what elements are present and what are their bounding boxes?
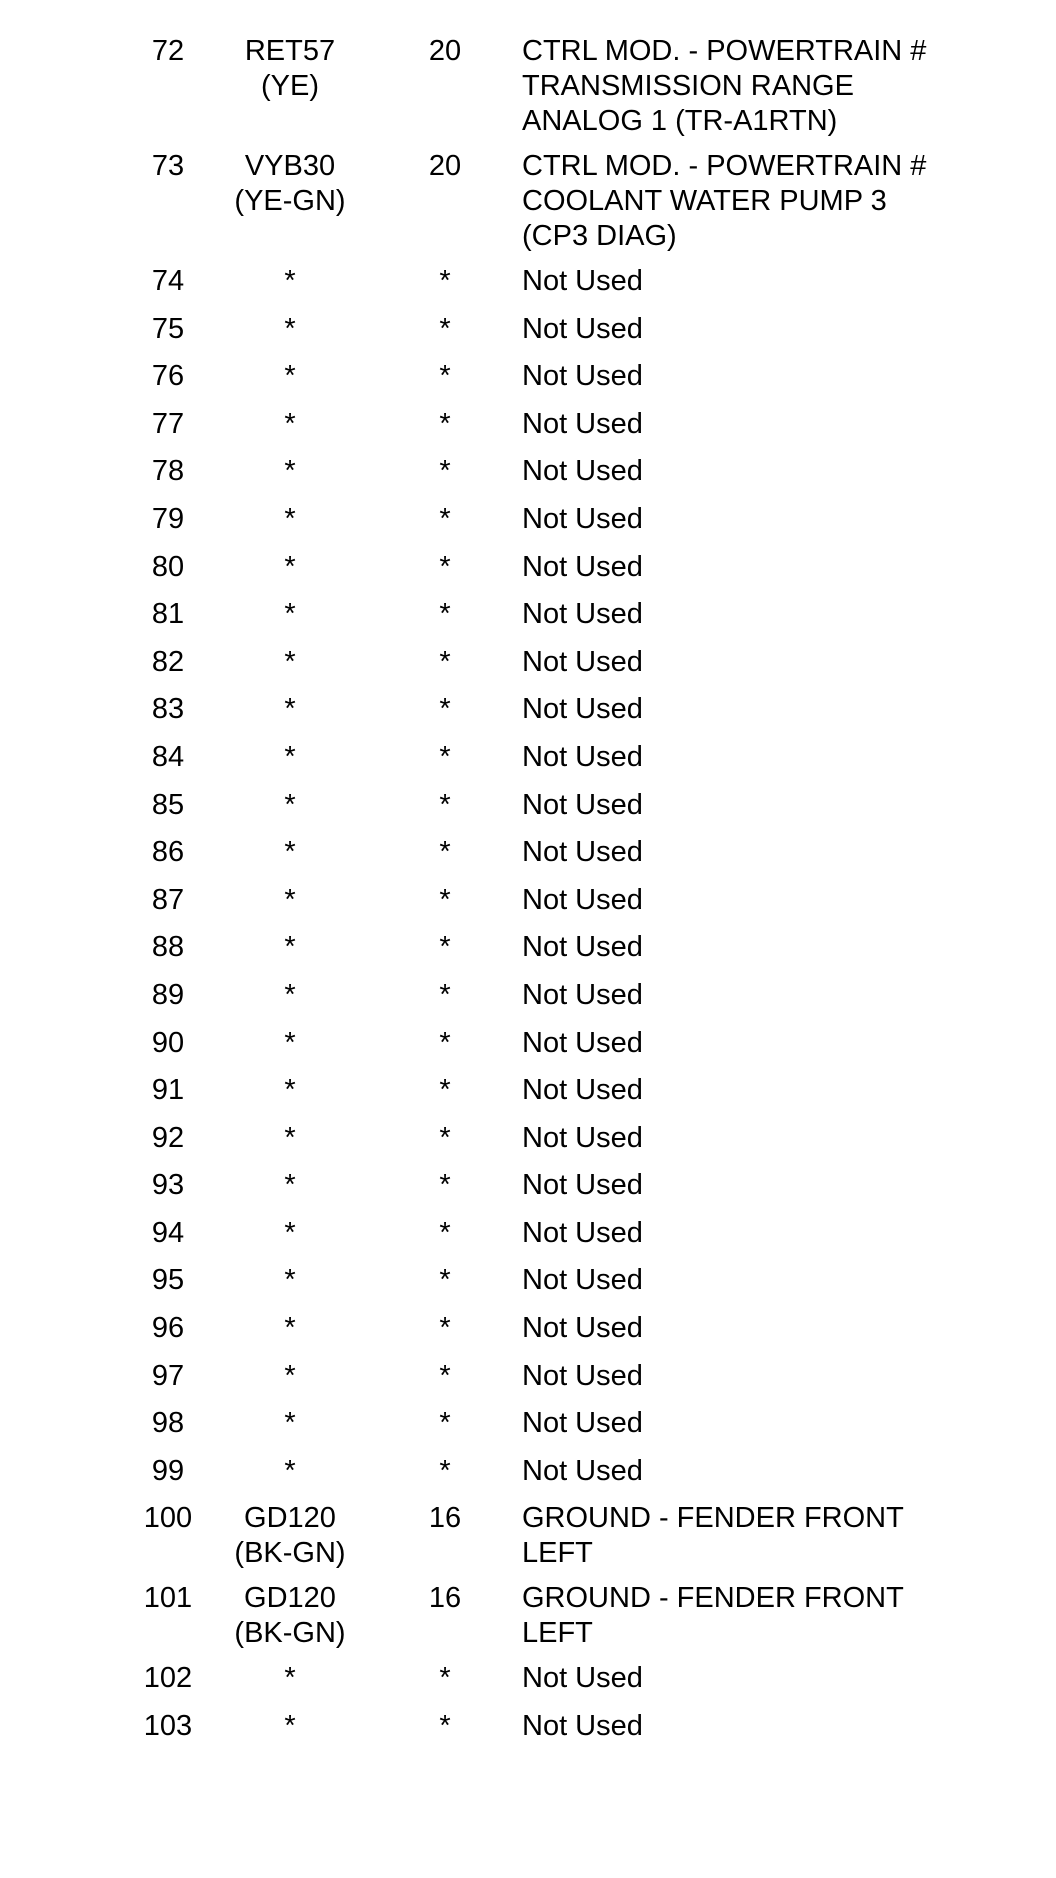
circuit-function: Not Used: [522, 550, 643, 583]
circuit-code: *: [284, 1169, 296, 1202]
circuit-code: *: [284, 502, 296, 535]
circuit-code: *: [284, 693, 296, 726]
table-row: [0, 502, 1056, 550]
wire-gauge: 20: [428, 150, 462, 182]
table-row: [0, 359, 1056, 407]
circuit-code: *: [284, 836, 296, 869]
table-row: [0, 1121, 1056, 1169]
table-row: [0, 34, 1056, 149]
table-row: [0, 149, 1056, 264]
circuit-function: Not Used: [522, 788, 643, 821]
wire-gauge: 16: [428, 1502, 462, 1535]
circuit-function: Not Used: [522, 1169, 643, 1202]
table-row: [0, 978, 1056, 1026]
circuit-code: *: [284, 1312, 296, 1345]
table-row: [0, 312, 1056, 360]
circuit-function: Not Used: [522, 1121, 643, 1154]
pin-number: 80: [151, 550, 185, 583]
connector-pin-table: [0, 34, 1056, 1757]
circuit-code: *: [284, 1710, 296, 1743]
circuit-function: GROUND - FENDER FRONT LEFT: [522, 1582, 904, 1650]
table-row: [0, 264, 1056, 312]
circuit-function: Not Used: [522, 598, 643, 631]
wire-gauge: *: [439, 360, 451, 393]
pin-number: 81: [151, 598, 185, 631]
wire-gauge: *: [439, 1026, 451, 1059]
circuit-code: *: [284, 1026, 296, 1059]
circuit-code: *: [284, 978, 296, 1011]
circuit-function: Not Used: [522, 931, 643, 964]
circuit-code: *: [284, 1359, 296, 1392]
wire-gauge: *: [439, 312, 451, 345]
pin-number: 84: [151, 740, 185, 773]
pin-number: 87: [151, 883, 185, 916]
table-row: [0, 1581, 1056, 1661]
table-row: [0, 1709, 1056, 1757]
pin-number: 96: [151, 1312, 185, 1345]
wire-gauge: 16: [428, 1582, 462, 1615]
circuit-code: *: [284, 1407, 296, 1440]
wire-gauge: *: [439, 1710, 451, 1743]
circuit-function: Not Used: [522, 1359, 643, 1392]
circuit-function: Not Used: [522, 360, 643, 393]
wire-gauge: *: [439, 1074, 451, 1107]
circuit-code: *: [284, 1121, 296, 1154]
circuit-function: Not Used: [522, 693, 643, 726]
pin-number: 101: [143, 1582, 193, 1615]
pin-number: 82: [151, 645, 185, 678]
circuit-function: Not Used: [522, 883, 643, 916]
wire-gauge: *: [439, 1407, 451, 1440]
wire-gauge: *: [439, 883, 451, 916]
wire-gauge: *: [439, 1264, 451, 1297]
circuit-function: Not Used: [522, 1264, 643, 1297]
table-row: [0, 835, 1056, 883]
wire-gauge: *: [439, 1662, 451, 1695]
pin-number: 103: [143, 1710, 193, 1743]
table-row: [0, 550, 1056, 598]
pin-number: 99: [151, 1454, 185, 1487]
circuit-code: *: [284, 265, 296, 297]
pin-number: 89: [151, 978, 185, 1011]
circuit-code: *: [284, 931, 296, 964]
circuit-function: Not Used: [522, 1407, 643, 1440]
table-row: [0, 692, 1056, 740]
circuit-code: *: [284, 883, 296, 916]
wire-gauge: *: [439, 455, 451, 488]
circuit-code: *: [284, 1264, 296, 1297]
circuit-code: *: [284, 788, 296, 821]
circuit-code: *: [284, 1074, 296, 1107]
circuit-code: *: [284, 1454, 296, 1487]
pin-number: 85: [151, 788, 185, 821]
pin-number: 83: [151, 693, 185, 726]
wire-gauge: *: [439, 598, 451, 631]
circuit-function: GROUND - FENDER FRONT LEFT: [522, 1502, 904, 1570]
table-row: [0, 930, 1056, 978]
pin-number: 91: [151, 1074, 185, 1107]
wire-gauge: *: [439, 978, 451, 1011]
table-row: [0, 407, 1056, 455]
wire-gauge: *: [439, 693, 451, 726]
wire-gauge: *: [439, 788, 451, 821]
circuit-function: Not Used: [522, 1216, 643, 1249]
pin-number: 88: [151, 931, 185, 964]
circuit-function: Not Used: [522, 1662, 643, 1695]
circuit-function: Not Used: [522, 645, 643, 678]
table-row: [0, 597, 1056, 645]
circuit-code: *: [284, 598, 296, 631]
table-row: [0, 1073, 1056, 1121]
pin-number: 97: [151, 1359, 185, 1392]
wire-gauge: *: [439, 550, 451, 583]
pin-number: 75: [151, 312, 185, 345]
wire-gauge: *: [439, 1454, 451, 1487]
wire-gauge: *: [439, 836, 451, 869]
circuit-code: GD120 (BK-GN): [234, 1582, 346, 1650]
pin-number: 98: [151, 1407, 185, 1440]
circuit-function: Not Used: [522, 1454, 643, 1487]
pin-number: 74: [151, 265, 185, 297]
pin-number: 79: [151, 502, 185, 535]
circuit-code: *: [284, 407, 296, 440]
wire-gauge: *: [439, 1169, 451, 1202]
table-row: [0, 1406, 1056, 1454]
circuit-code: GD120 (BK-GN): [234, 1502, 346, 1570]
wire-gauge: *: [439, 1359, 451, 1392]
wire-gauge: *: [439, 645, 451, 678]
circuit-function: Not Used: [522, 978, 643, 1011]
pin-number: 78: [151, 455, 185, 488]
pin-number: 102: [143, 1662, 193, 1695]
pin-number: 92: [151, 1121, 185, 1154]
pin-number: 95: [151, 1264, 185, 1297]
circuit-function: Not Used: [522, 502, 643, 535]
circuit-function: Not Used: [522, 1710, 643, 1743]
table-row: [0, 1263, 1056, 1311]
pin-number: 72: [151, 35, 185, 67]
table-row: [0, 1026, 1056, 1074]
circuit-function: Not Used: [522, 1026, 643, 1059]
circuit-code: RET57 (YE): [244, 35, 336, 102]
wire-gauge: *: [439, 1312, 451, 1345]
wire-gauge: *: [439, 502, 451, 535]
circuit-function: Not Used: [522, 407, 643, 440]
pin-number: 76: [151, 360, 185, 393]
circuit-function: Not Used: [522, 312, 643, 345]
circuit-function: Not Used: [522, 265, 643, 297]
pin-number: 77: [151, 407, 185, 440]
circuit-code: *: [284, 645, 296, 678]
wire-gauge: *: [439, 931, 451, 964]
circuit-function: Not Used: [522, 455, 643, 488]
pin-number: 73: [151, 150, 185, 182]
pin-number: 93: [151, 1169, 185, 1202]
pin-number: 100: [143, 1502, 193, 1535]
circuit-code: *: [284, 455, 296, 488]
wire-gauge: 20: [428, 35, 462, 67]
table-row: [0, 1216, 1056, 1264]
table-row: [0, 1311, 1056, 1359]
pin-number: 90: [151, 1026, 185, 1059]
circuit-code: *: [284, 312, 296, 345]
circuit-function: Not Used: [522, 1074, 643, 1107]
wire-gauge: *: [439, 265, 451, 297]
wire-gauge: *: [439, 1121, 451, 1154]
pin-number: 86: [151, 836, 185, 869]
circuit-function: Not Used: [522, 740, 643, 773]
table-row: [0, 788, 1056, 836]
table-row: [0, 454, 1056, 502]
circuit-code: VYB30 (YE-GN): [234, 150, 346, 217]
circuit-function: CTRL MOD. - POWERTRAIN # COOLANT WATER PUMP 3 (CP3 DIAG): [522, 150, 927, 252]
circuit-function: Not Used: [522, 1312, 643, 1345]
table-row: [0, 1454, 1056, 1502]
circuit-code: *: [284, 1216, 296, 1249]
circuit-code: *: [284, 550, 296, 583]
wire-gauge: *: [439, 1216, 451, 1249]
table-row: [0, 740, 1056, 788]
circuit-code: *: [284, 1662, 296, 1695]
table-row: [0, 1168, 1056, 1216]
table-row: [0, 883, 1056, 931]
circuit-function: CTRL MOD. - POWERTRAIN # TRANSMISSION RANGE ANALOG 1 (TR-A1RTN): [522, 35, 927, 137]
table-row: [0, 1661, 1056, 1709]
table-row: [0, 1501, 1056, 1581]
circuit-function: Not Used: [522, 836, 643, 869]
circuit-code: *: [284, 740, 296, 773]
table-row: [0, 645, 1056, 693]
circuit-code: *: [284, 360, 296, 393]
pin-number: 94: [151, 1216, 185, 1249]
wire-gauge: *: [439, 740, 451, 773]
wire-gauge: *: [439, 407, 451, 440]
table-row: [0, 1359, 1056, 1407]
